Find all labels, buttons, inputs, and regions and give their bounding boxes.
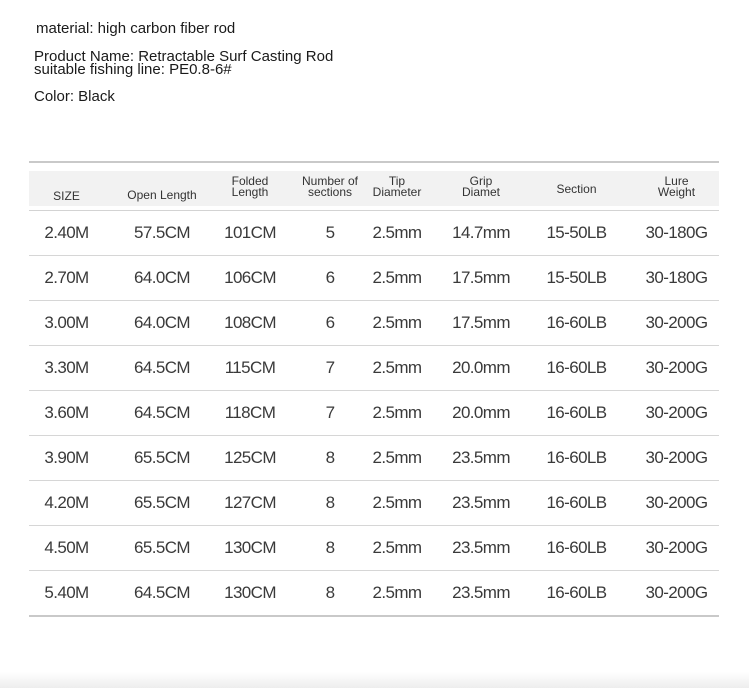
product-name-text: Product Name: Retractable Surf Casting Rod	[34, 48, 334, 65]
header-tip-diameter	[361, 163, 433, 210]
cell-section: 16-60LB	[546, 358, 607, 377]
cell-tip-diameter: 2.5mm	[372, 358, 422, 377]
header-grip-diameter	[439, 163, 523, 210]
header-label-line: Weight	[657, 184, 696, 199]
cell-number-of-sections: 8	[325, 493, 335, 512]
spec-table	[29, 161, 719, 617]
header-label-line: SIZE	[53, 189, 80, 203]
color-text: Color: Black	[34, 88, 115, 105]
cell-grip-diameter: 17.5mm	[452, 313, 510, 332]
header-lure-weight	[624, 163, 729, 210]
cell-grip-diameter: 23.5mm	[452, 538, 510, 557]
cell-grip-diameter: 17.5mm	[452, 268, 510, 287]
cell-open-length: 64.0CM	[134, 268, 190, 287]
header-label-line: Diameter	[372, 184, 422, 199]
cell-folded-length: 106CM	[224, 268, 276, 287]
cell-grip-diameter: 23.5mm	[452, 448, 510, 467]
header-label-line: sections	[307, 184, 353, 199]
cell-open-length: 65.5CM	[134, 538, 190, 557]
cell-number-of-sections: 8	[325, 583, 335, 602]
header-label-line: Open Length	[127, 188, 197, 202]
table-row	[29, 211, 719, 256]
cell-size: 3.30M	[44, 358, 89, 377]
cell-tip-diameter: 2.5mm	[372, 493, 422, 512]
cell-number-of-sections: 5	[325, 223, 335, 242]
header-size	[29, 163, 104, 210]
header-label-line: Lure	[664, 173, 689, 188]
cell-open-length: 64.0CM	[134, 313, 190, 332]
cell-number-of-sections: 6	[325, 268, 335, 287]
table-row	[29, 571, 719, 617]
cell-section: 15-50LB	[546, 268, 607, 287]
header-label-line: Folded	[231, 173, 269, 188]
cell-open-length: 57.5CM	[134, 223, 190, 242]
cell-number-of-sections: 8	[325, 448, 335, 467]
cell-section: 15-50LB	[546, 223, 607, 242]
cell-size: 4.20M	[44, 493, 89, 512]
cell-size: 3.00M	[44, 313, 89, 332]
cell-number-of-sections: 8	[325, 538, 335, 557]
cell-size: 3.60M	[44, 403, 89, 422]
cell-folded-length: 101CM	[224, 223, 276, 242]
cell-grip-diameter: 23.5mm	[452, 493, 510, 512]
header-number-of-sections	[291, 163, 369, 210]
cell-section: 16-60LB	[546, 538, 607, 557]
cell-lure-weight: 30-180G	[645, 268, 708, 287]
table-body	[29, 211, 719, 617]
cell-lure-weight: 30-180G	[645, 223, 708, 242]
cell-lure-weight: 30-200G	[645, 493, 708, 512]
cell-folded-length: 115CM	[224, 358, 276, 377]
header-label-line: Tip	[388, 173, 406, 188]
header-folded-length	[211, 163, 289, 210]
cell-number-of-sections: 7	[325, 358, 335, 377]
cell-folded-length: 130CM	[224, 583, 276, 602]
cell-number-of-sections: 7	[325, 403, 335, 422]
cell-size: 4.50M	[44, 538, 89, 557]
cell-tip-diameter: 2.5mm	[372, 403, 422, 422]
table-row	[29, 256, 719, 301]
cell-size: 5.40M	[44, 583, 89, 602]
cell-tip-diameter: 2.5mm	[372, 583, 422, 602]
fishing-line-text: suitable fishing line: PE0.8-6#	[34, 61, 232, 78]
cell-lure-weight: 30-200G	[645, 358, 708, 377]
cell-tip-diameter: 2.5mm	[372, 313, 422, 332]
header-label-line: Grip	[469, 173, 493, 188]
cell-lure-weight: 30-200G	[645, 313, 708, 332]
header-label-line: Length	[231, 184, 269, 199]
cell-folded-length: 118CM	[224, 403, 276, 422]
cell-open-length: 65.5CM	[134, 493, 190, 512]
cell-tip-diameter: 2.5mm	[372, 448, 422, 467]
cell-number-of-sections: 6	[325, 313, 335, 332]
cell-section: 16-60LB	[546, 313, 607, 332]
cell-open-length: 65.5CM	[134, 448, 190, 467]
cell-folded-length: 127CM	[224, 493, 276, 512]
header-section	[529, 163, 624, 210]
cell-lure-weight: 30-200G	[645, 403, 708, 422]
header-label-line: Number of	[301, 173, 359, 188]
cell-open-length: 64.5CM	[134, 358, 190, 377]
cell-tip-diameter: 2.5mm	[372, 538, 422, 557]
cell-section: 16-60LB	[546, 583, 607, 602]
table-row	[29, 301, 719, 346]
table-row	[29, 346, 719, 391]
cell-tip-diameter: 2.5mm	[372, 223, 422, 242]
cell-grip-diameter: 20.0mm	[452, 358, 510, 377]
table-row	[29, 391, 719, 436]
bottom-shadow	[0, 672, 749, 688]
cell-section: 16-60LB	[546, 403, 607, 422]
cell-folded-length: 108CM	[224, 313, 276, 332]
table-row	[29, 526, 719, 571]
cell-lure-weight: 30-200G	[645, 583, 708, 602]
cell-lure-weight: 30-200G	[645, 538, 708, 557]
cell-grip-diameter: 20.0mm	[452, 403, 510, 422]
header-label-line: Section	[556, 182, 597, 196]
table-row	[29, 481, 719, 526]
header-label-line: Diamet	[461, 184, 500, 199]
cell-size: 2.40M	[44, 223, 89, 242]
cell-open-length: 64.5CM	[134, 583, 190, 602]
cell-tip-diameter: 2.5mm	[372, 268, 422, 287]
cell-grip-diameter: 23.5mm	[452, 583, 510, 602]
cell-section: 16-60LB	[546, 493, 607, 512]
header-open-length	[112, 163, 212, 210]
table-row	[29, 436, 719, 481]
cell-folded-length: 130CM	[224, 538, 276, 557]
cell-open-length: 64.5CM	[134, 403, 190, 422]
cell-grip-diameter: 14.7mm	[452, 223, 510, 242]
cell-folded-length: 125CM	[224, 448, 276, 467]
cell-lure-weight: 30-200G	[645, 448, 708, 467]
cell-size: 2.70M	[44, 268, 89, 287]
cell-section: 16-60LB	[546, 448, 607, 467]
table-header-row	[29, 163, 719, 211]
material-text: material: high carbon fiber rod	[36, 20, 236, 37]
cell-size: 3.90M	[44, 448, 89, 467]
